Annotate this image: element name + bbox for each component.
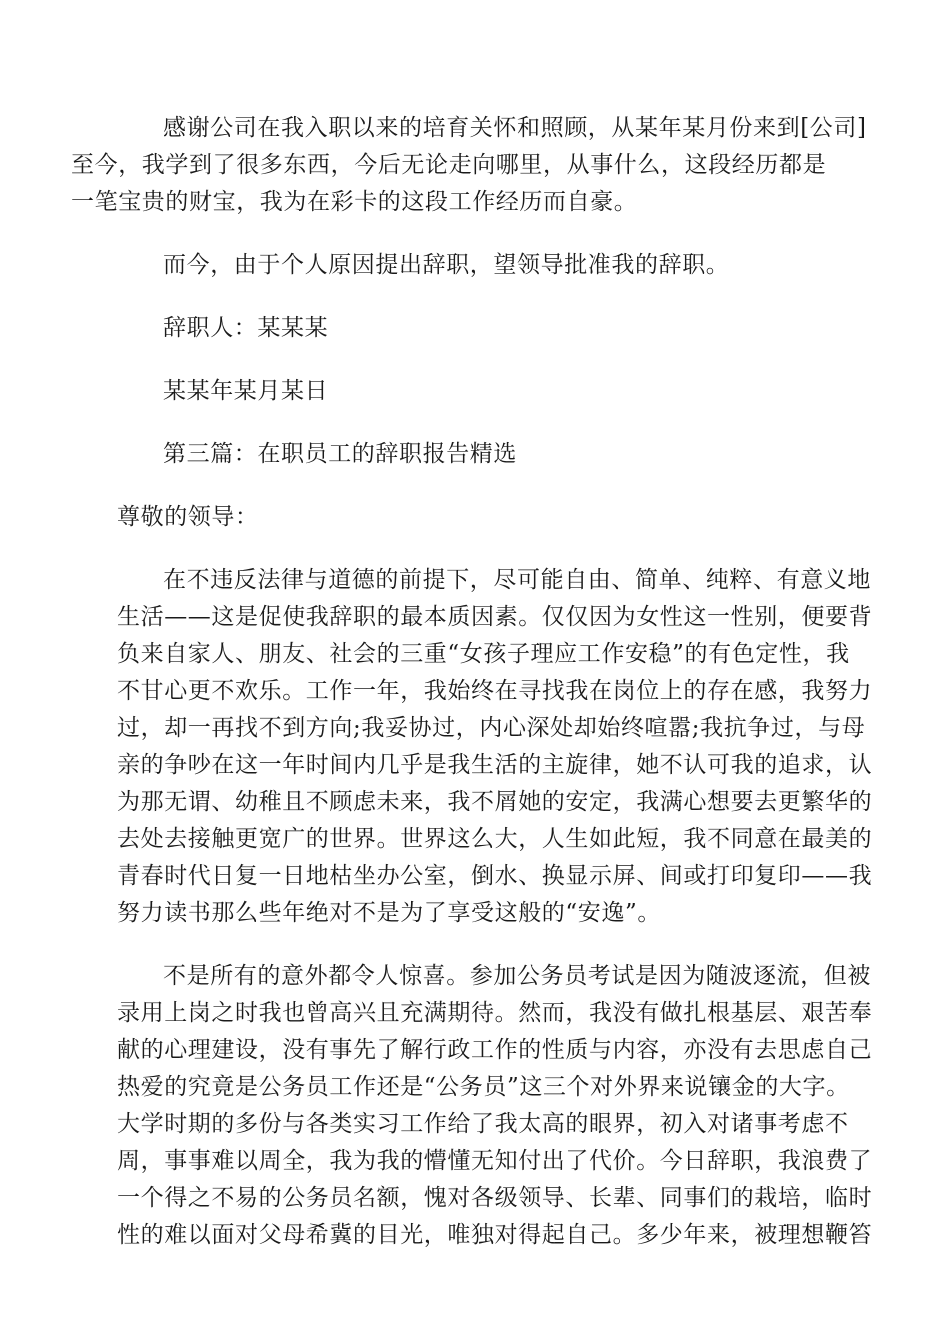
section-heading (117, 436, 833, 473)
text-line: 在不违反法律与道德的前提下，尽可能自由、简单、纯粹、有意义地 (163, 567, 871, 593)
text-line: 过，却一再找不到方向;我妥协过，内心深处却始终喧嚣;我抗争过，与母 (117, 715, 866, 741)
text-line: 第三篇：在职员工的辞职报告精选 (163, 441, 517, 467)
text-line: 为那无谓、幼稚且不顾虑未来，我不屑她的安定，我满心想要去更繁华的 (117, 789, 873, 815)
text-line: 不是所有的意外都令人惊喜。参加公务员考试是因为随波逐流，但被 (163, 963, 871, 989)
text-line: 一个得之不易的公务员名额，愧对各级领导、长辈、同事们的栽培，临时 (117, 1185, 873, 1211)
paragraph-reflection (117, 958, 873, 1254)
paragraph-gratitude (71, 110, 867, 221)
paragraph-reason (117, 562, 873, 932)
text-line: 生活——这是促使我辞职的最本质因素。仅仅因为女性这一性别，便要背 (117, 604, 873, 630)
text-line: 尊敬的领导： (117, 504, 259, 530)
text-line: 某某年某月某日 (163, 378, 329, 404)
document-body (71, 110, 873, 1280)
text-line: 献的心理建设，没有事先了解行政工作的性质与内容，亦没有去思虑自己 (117, 1037, 873, 1063)
text-line: 感谢公司在我入职以来的培育关怀和照顾，从某年某月份来到[公司] (163, 115, 867, 141)
text-line: 录用上岗之时我也曾高兴且充满期待。然而，我没有做扎根基层、艰苦奉 (117, 1000, 873, 1026)
text-line: 而今，由于个人原因提出辞职，望领导批准我的辞职。 (163, 252, 730, 278)
text-line: 去处去接触更宽广的世界。世界这么大，人生如此短，我不同意在最美的 (117, 826, 873, 852)
text-line: 性的难以面对父母希冀的目光，唯独对得起自己。多少年来，被理想鞭笞 (117, 1222, 873, 1248)
paragraph-resignation-request (117, 247, 833, 284)
text-line: 大学时期的多份与各类实习工作给了我太高的眼界，初入对诸事考虑不 (117, 1111, 849, 1137)
text-line: 负来自家人、朋友、社会的三重“女孩子理应工作安稳”的有色定性，我 (117, 641, 850, 667)
resigner-signature (117, 310, 833, 347)
salutation (117, 499, 833, 536)
text-line: 辞职人：某某某 (163, 315, 329, 341)
text-line: 努力读书那么些年绝对不是为了享受这般的“安逸”。 (117, 900, 661, 926)
text-line: 青春时代日复一日地枯坐办公室，倒水、换显示屏、间或打印复印——我 (117, 863, 873, 889)
text-line: 周，事事难以周全，我为我的懵懂无知付出了代价。今日辞职，我浪费了 (117, 1148, 873, 1174)
text-line: 一笔宝贵的财宝，我为在彩卡的这段工作经历而自豪。 (71, 189, 638, 215)
text-line: 热爱的究竟是公务员工作还是“公务员”这三个对外界来说镶金的大字。 (117, 1074, 850, 1100)
text-line: 不甘心更不欢乐。工作一年，我始终在寻找我在岗位上的存在感，我努力 (117, 678, 873, 704)
date-line (117, 373, 833, 410)
text-line: 亲的争吵在这一年时间内几乎是我生活的主旋律，她不认可我的追求，认 (117, 752, 873, 778)
text-line: 至今，我学到了很多东西，今后无论走向哪里，从事什么，这段经历都是 (71, 152, 827, 178)
